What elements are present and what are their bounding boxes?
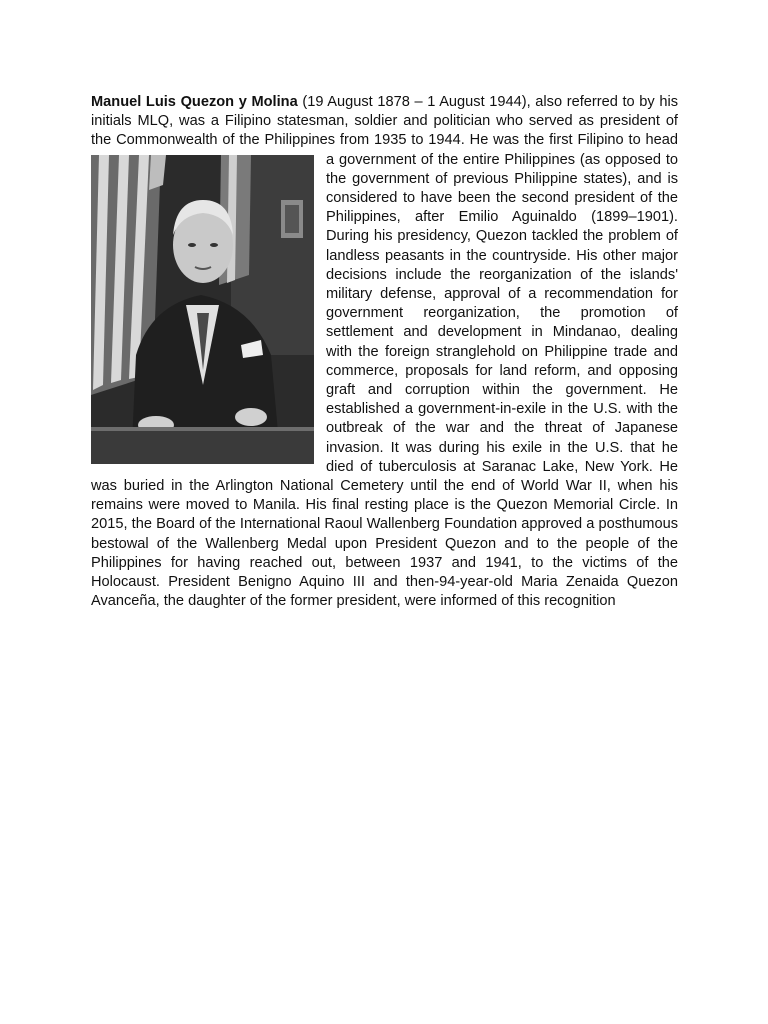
portrait-photo [91, 155, 314, 464]
article-lead-name: Manuel Luis Quezon y Molina [91, 94, 298, 110]
article-body [91, 93, 678, 611]
article-paragraph [91, 93, 678, 611]
portrait-photo-icon [91, 155, 314, 464]
article-opening-text: (19 August 1878 – 1 August 1944), also referred to by his initials MLQ, was a Filipino statesman, soldier and politician who served as president of the Commonwealth of the Philippines from 1935 to 1944. He was the first [91, 94, 678, 149]
article-remaining-text: Filipino to head a government of the entire Philippines (as opposed to the government of previous Philippine states), and is considered to have been the second president of the Philippines, after Emilio Aguinaldo (1899–1901). During his presidency, Quezon tackled the problem of landless peasants in the countryside. His other major decisions include the reorganization of the islands' military defense, approval of a recommendation for government reorganization, the promotion of settlement and development in Mindanao, dealing with the foreign stranglehold on Philippine trade and commerce, proposals for land reform, and opposing graft and corruption within the government. He established a government-in-exile in the U.S. with the outbreak of the war and the threat of Japanese invasion. It was during his exile in the U.S. that he died of tuberculosis at Saranac Lake, New York. He was buried in the Arlington National Cemetery until the end of World War II, when his remains were moved to Manila. His final resting place is the Quezon Memorial Circle. In 2015, the Board of the International Raoul Wallenberg Foundation approved a posthumous bestowal of the Wallenberg Medal upon President Quezon and to the people of the Philippines for having reached out, between 1937 and 1941, to the victims of the Holocaust. President Benigno Aquino III and then-94-year-old Maria Zenaida Quezon Avanceña, the daughter of the former president, were informed of this recognition [91, 132, 678, 610]
